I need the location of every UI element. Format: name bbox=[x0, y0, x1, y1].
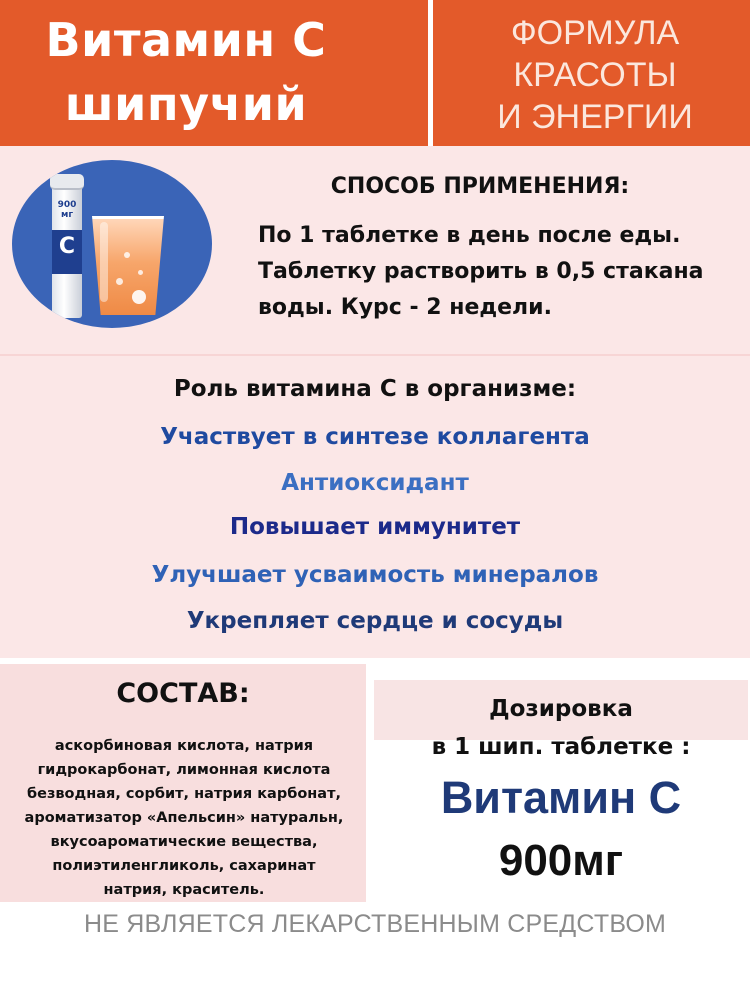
composition-line: безводная, сорбит, натрия карбонат, bbox=[27, 786, 341, 802]
usage-line-2: Таблетку растворить в 0,5 стакана bbox=[258, 259, 704, 284]
dosage-label bbox=[372, 690, 750, 766]
product-image bbox=[12, 160, 212, 328]
tube-dose-label bbox=[53, 200, 81, 220]
slogan-line-2: КРАСОТЫ bbox=[513, 56, 677, 94]
composition-line: полиэтиленгликоль, сахаринат bbox=[52, 858, 316, 874]
role-item: Повышает иммунитет bbox=[229, 514, 521, 540]
composition-line: аскорбиновая кислота, натрия bbox=[54, 738, 314, 754]
role-item: Укрепляет сердце и сосуды bbox=[186, 608, 564, 634]
tube-dose-number: 900 bbox=[57, 200, 77, 210]
usage-line-1: По 1 таблетке в день после еды. bbox=[258, 223, 681, 248]
header-banner bbox=[0, 0, 750, 146]
bubble-icon bbox=[124, 252, 130, 258]
composition-heading: СОСТАВ: bbox=[116, 678, 250, 709]
roles-section bbox=[0, 354, 750, 660]
tube-letter: C bbox=[58, 234, 76, 259]
usage-line-3: воды. Курс - 2 недели. bbox=[258, 295, 552, 320]
tube-dose-unit: мг bbox=[60, 210, 74, 220]
dosage-label-line-2: в 1 шип. таблетке : bbox=[431, 734, 691, 760]
composition-panel bbox=[0, 664, 366, 902]
usage-section bbox=[0, 146, 750, 354]
composition-line: вкусоароматические вещества, bbox=[50, 834, 318, 850]
bubble-icon bbox=[132, 290, 146, 304]
dosage-amount: 900мг bbox=[498, 836, 624, 885]
slogan bbox=[440, 12, 750, 138]
bottom-section bbox=[0, 658, 750, 1000]
dosage-panel bbox=[372, 664, 750, 902]
slogan-line-3: И ЭНЕРГИИ bbox=[497, 98, 693, 136]
composition-text bbox=[6, 734, 362, 902]
dosage-label-line-1: Дозировка bbox=[489, 696, 633, 722]
tube-cap-icon bbox=[50, 174, 84, 190]
role-item: Улучшает усваимость минералов bbox=[151, 562, 599, 588]
role-item: Участвует в синтезе коллагента bbox=[160, 424, 590, 450]
usage-heading: СПОСОБ ПРИМЕНЕНИЯ: bbox=[330, 174, 630, 199]
composition-line: натрия, краситель. bbox=[103, 882, 265, 898]
title-line-1: Витамин С bbox=[45, 13, 327, 67]
bubble-icon bbox=[116, 278, 123, 285]
role-item: Антиоксидант bbox=[281, 470, 469, 496]
glass-shine bbox=[100, 222, 108, 302]
title-line-2: шипучий bbox=[64, 77, 308, 131]
header-divider bbox=[428, 0, 433, 146]
composition-line: ароматизатор «Апельсин» натуральн, bbox=[24, 810, 344, 826]
usage-instructions bbox=[258, 218, 738, 326]
roles-heading: Роль витамина С в организме: bbox=[173, 376, 577, 402]
dosage-vitamin-name: Витамин С bbox=[440, 772, 682, 823]
slogan-line-1: ФОРМУЛА bbox=[510, 14, 680, 52]
disclaimer: НЕ ЯВЛЯЕТСЯ ЛЕКАРСТВЕННЫМ СРЕДСТВОМ bbox=[83, 910, 667, 938]
bubble-icon bbox=[138, 270, 143, 275]
product-title bbox=[0, 8, 372, 136]
composition-line: гидрокарбонат, лимонная кислота bbox=[37, 762, 331, 778]
